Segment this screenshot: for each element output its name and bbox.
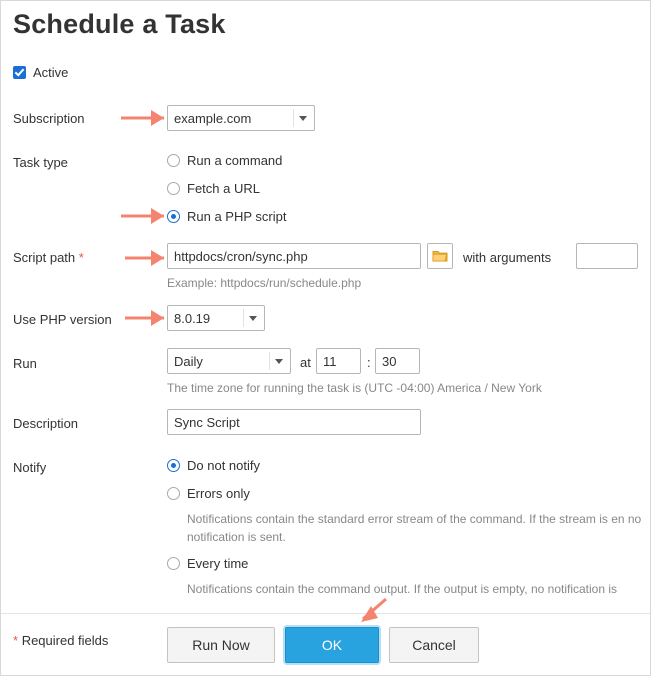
time-separator: :	[367, 355, 371, 370]
subscription-select[interactable]	[167, 105, 315, 131]
folder-glyph	[432, 249, 448, 263]
with-arguments-label: with arguments	[463, 250, 552, 265]
run-hour-input[interactable]	[316, 348, 361, 374]
radio-run-a-command[interactable]	[167, 154, 180, 167]
radio-fetch-a-url[interactable]	[167, 182, 180, 195]
radio-label-every-time: Every time	[187, 556, 249, 571]
chevron-down-icon	[249, 316, 257, 321]
active-checkbox[interactable]	[13, 65, 68, 80]
run-now-button[interactable]: Run Now	[167, 627, 275, 663]
chevron-down-icon	[299, 116, 307, 121]
every-time-hint: Notifications contain the command output. If the output is empty, no notification is	[187, 582, 618, 596]
required-asterisk: *	[13, 633, 19, 648]
script-path-hint: Example: httpdocs/run/schedule.php	[167, 276, 362, 290]
radio-label-fetch-a-url: Fetch a URL	[187, 181, 260, 196]
errors-only-hint: Notifications contain the standard error stream of the command. If the stream is en no notification is sent.	[187, 512, 642, 544]
arguments-input[interactable]	[576, 243, 638, 269]
description-label: Description	[13, 416, 79, 431]
radio-every-time[interactable]	[167, 557, 180, 570]
active-label: Active	[33, 65, 69, 80]
radio-label-run-a-php-script: Run a PHP script	[187, 209, 287, 224]
description-input[interactable]	[167, 409, 421, 435]
run-schedule-select[interactable]	[167, 348, 291, 374]
script-path-label	[13, 250, 84, 265]
ok-button[interactable]: OK	[285, 627, 379, 663]
required-fields-note	[13, 633, 108, 648]
radio-label-errors-only: Errors only	[187, 486, 250, 501]
run-label: Run	[13, 356, 37, 371]
required-marker: *	[78, 250, 84, 265]
radio-label-run-a-command: Run a command	[187, 153, 283, 168]
run-minute-input[interactable]	[375, 348, 420, 374]
subscription-value: example.com	[174, 110, 252, 126]
select-divider	[243, 309, 244, 327]
required-fields-text: Required fields	[21, 633, 109, 648]
task-type-label: Task type	[13, 155, 68, 170]
page-title: Schedule a Task	[13, 9, 226, 39]
cancel-button[interactable]: Cancel	[389, 627, 479, 663]
radio-label-do-not-notify: Do not notify	[187, 458, 260, 473]
footer-divider	[1, 613, 650, 614]
at-label: at	[300, 355, 311, 370]
php-version-label: Use PHP version	[13, 312, 112, 327]
radio-do-not-notify[interactable]	[167, 459, 180, 472]
annotation-arrows	[1, 1, 651, 676]
script-path-label-text: Script path	[13, 250, 76, 265]
folder-icon[interactable]	[427, 243, 453, 269]
php-version-value: 8.0.19	[174, 310, 211, 326]
chevron-down-icon	[275, 359, 283, 364]
run-schedule-value: Daily	[174, 353, 203, 369]
checkbox-checked-icon[interactable]	[13, 66, 26, 79]
notify-label: Notify	[13, 460, 47, 475]
php-version-select[interactable]	[167, 305, 265, 331]
script-path-input[interactable]	[167, 243, 421, 269]
radio-run-a-php-script[interactable]	[167, 210, 180, 223]
select-divider	[269, 352, 270, 370]
timezone-hint: The time zone for running the task is (UTC -04:00) America / New York	[167, 381, 542, 395]
select-divider	[293, 109, 294, 127]
subscription-label: Subscription	[13, 111, 85, 126]
radio-errors-only[interactable]	[167, 487, 180, 500]
